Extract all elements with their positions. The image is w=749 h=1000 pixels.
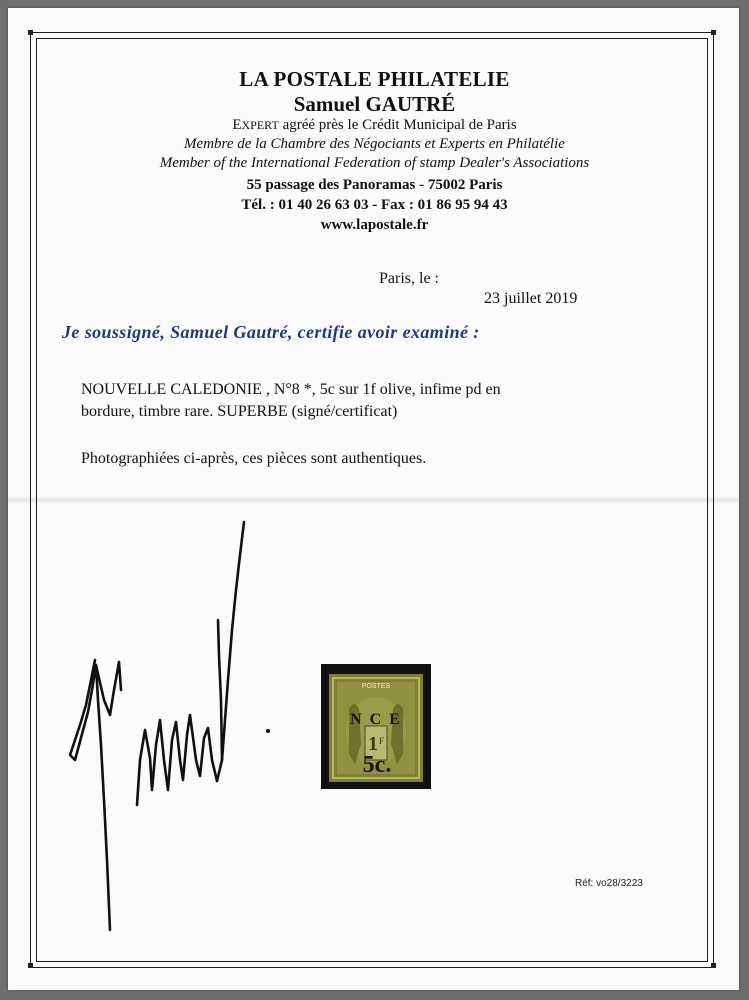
expert-name: Samuel GAUTRÉ [293, 92, 456, 116]
expert-line-rest: agréé près le Crédit Municipal de Paris [278, 117, 517, 133]
certification-statement: Je soussigné, Samuel Gautré, certifie avoir examiné : [62, 322, 480, 342]
stamp-photo-frame [321, 664, 431, 789]
item-line-1: NOUVELLE CALEDONIE , N°8 *, 5c sur 1f olive, infime pd en [81, 381, 501, 398]
place-label: Paris, le : [379, 270, 439, 287]
website-line: www.lapostale.fr [320, 217, 429, 233]
item-line-2: bordure, timbre rare. SUPERBE (signé/certificat) [81, 403, 398, 420]
stamp-overprint: N C E [350, 711, 402, 728]
stamp-base-unit: F [379, 736, 385, 746]
stamp-value-overprint: 5c. [362, 752, 392, 778]
company-name: LA POSTALE PHILATELIE [239, 67, 510, 91]
phone-line: Tél. : 01 40 26 63 03 - Fax : 01 86 95 94 43 [241, 197, 508, 213]
address-line: 55 passage des Panoramas - 75002 Paris [246, 177, 503, 193]
stamp-top-text: POSTES [361, 683, 391, 690]
federation-line: Member of the International Federation of stamp Dealer's Associations [159, 155, 590, 171]
reference-number: Réf: vo28/3223 [575, 878, 643, 889]
chamber-line: Membre de la Chambre des Négociants et Experts en Philatélie [184, 136, 565, 152]
authenticity-statement: Photographiées ci-après, ces pièces sont authentiques. [81, 450, 427, 467]
stamp-base-value: 1 [368, 733, 378, 755]
certificate-date: 23 juillet 2019 [484, 290, 578, 307]
expert-smallcaps: XPERT [241, 118, 279, 132]
stamp-image [321, 664, 431, 789]
expert-initial: E [232, 117, 242, 133]
